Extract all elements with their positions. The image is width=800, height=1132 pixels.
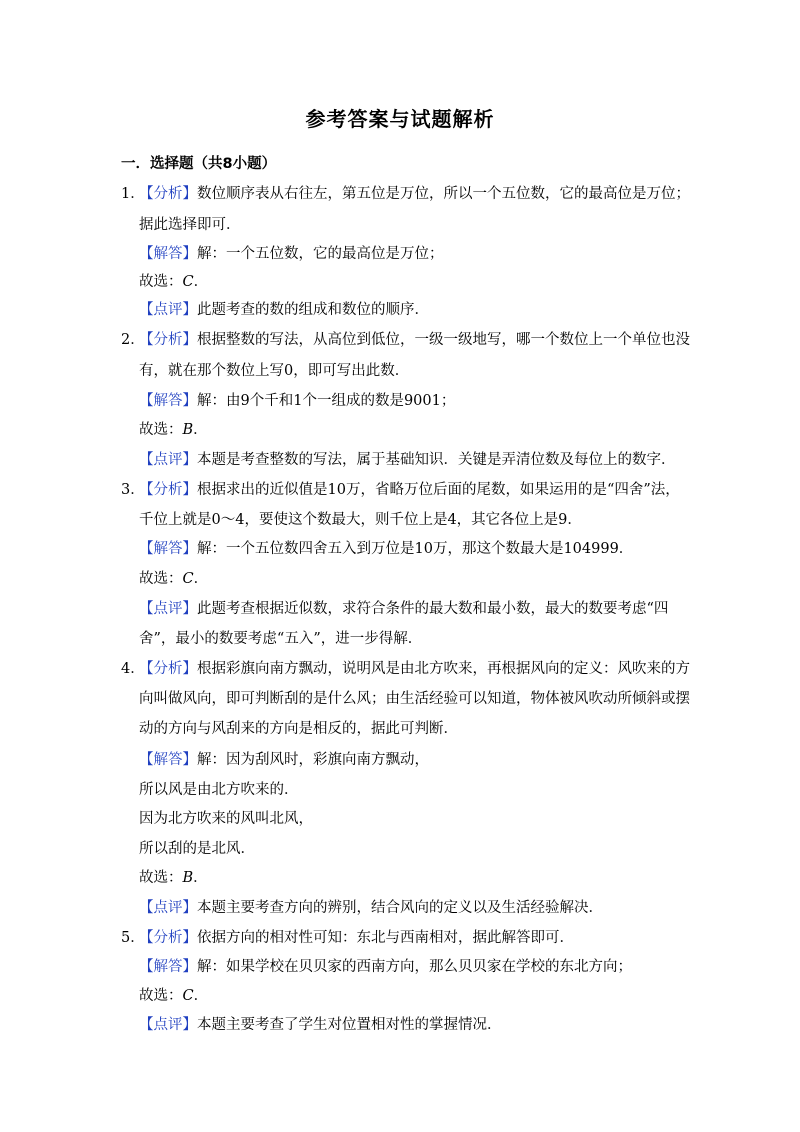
analysis-line: 动的方向与风刮来的方向是相反的，据此可判断． xyxy=(139,721,458,737)
answer-tag: 【解答】 xyxy=(139,752,197,768)
comment-line: 【点评】此题考查的数的组成和数位的顺序． xyxy=(139,302,429,318)
analysis-tag: 【分析】 xyxy=(139,661,197,677)
question-number: 4． xyxy=(121,661,145,677)
comment-tag: 【点评】 xyxy=(139,601,197,617)
choice-line: 故选：B． xyxy=(139,870,208,886)
question-number: 1． xyxy=(121,186,145,202)
comment-line: 【点评】本题是考查整数的写法，属于基础知识．关键是弄清位数及每位上的数字． xyxy=(139,452,676,468)
analysis-line: 【分析】根据彩旗向南方飘动，说明风是由北方吹来，再根据风向的定义：风吹来的方 xyxy=(139,661,690,677)
choice-line: 故选：B． xyxy=(139,422,208,438)
question-number: 2． xyxy=(121,332,145,348)
choice-answer: C xyxy=(182,571,194,587)
answer-line: 【解答】解：由9个千和1个一组成的数是9001； xyxy=(139,393,456,409)
analysis-tag: 【分析】 xyxy=(139,332,197,348)
choice-answer: C xyxy=(182,988,194,1004)
answer-line: 所以风是由北方吹来的． xyxy=(139,782,299,798)
answer-line: 因为北方吹来的风叫北风， xyxy=(139,811,313,827)
analysis-line: 【分析】数位顺序表从右往左，第五位是万位，所以一个五位数，它的最高位是万位； xyxy=(139,186,690,202)
analysis-line: 千位上就是0～4，要使这个数最大，则千位上是4，其它各位上是9． xyxy=(139,512,582,528)
comment-tag: 【点评】 xyxy=(139,452,197,468)
page-title: 参考答案与试题解析 xyxy=(305,107,495,131)
answer-tag: 【解答】 xyxy=(139,246,197,262)
analysis-tag: 【分析】 xyxy=(139,482,197,498)
comment-tag: 【点评】 xyxy=(139,302,197,318)
analysis-tag: 【分析】 xyxy=(139,930,197,946)
comment-line: 【点评】本题主要考查了学生对位置相对性的掌握情况． xyxy=(139,1017,502,1033)
analysis-tag: 【分析】 xyxy=(139,186,197,202)
question-number: 5． xyxy=(121,930,145,946)
choice-answer: B xyxy=(182,870,194,886)
choice-answer: B xyxy=(182,422,194,438)
comment-line: 【点评】本题主要考查方向的辨别，结合风向的定义以及生活经验解决． xyxy=(139,900,603,916)
comment-tag: 【点评】 xyxy=(139,900,197,916)
answer-tag: 【解答】 xyxy=(139,959,197,975)
analysis-line: 【分析】根据整数的写法，从高位到低位，一级一级地写，哪一个数位上一个单位也没 xyxy=(139,332,690,348)
answer-tag: 【解答】 xyxy=(139,541,197,557)
answer-line: 【解答】解：因为刮风时，彩旗向南方飘动， xyxy=(139,752,429,768)
choice-answer: C xyxy=(182,274,194,290)
answer-line: 所以刮的是北风． xyxy=(139,841,255,857)
comment-tag: 【点评】 xyxy=(139,1017,197,1033)
answer-tag: 【解答】 xyxy=(139,393,197,409)
answer-line: 【解答】解：一个五位数四舍五入到万位是10万，那这个数最大是104999． xyxy=(139,541,634,557)
choice-line: 故选：C． xyxy=(139,988,209,1004)
analysis-line: 向叫做风向，即可判断刮的是什么风；由生活经验可以知道，物体被风吹动所倾斜或摆 xyxy=(139,691,690,707)
section-heading: 一．选择题（共8小题） xyxy=(121,156,277,172)
analysis-line: 有，就在那个数位上写0，即可写出此数． xyxy=(139,363,410,379)
answer-line: 【解答】解：如果学校在贝贝家的西南方向，那么贝贝家在学校的东北方向； xyxy=(139,959,632,975)
question-number: 3． xyxy=(121,482,145,498)
choice-line: 故选：C． xyxy=(139,274,209,290)
analysis-line: 【分析】依据方向的相对性可知：东北与西南相对，据此解答即可． xyxy=(139,930,574,946)
analysis-line: 据此选择即可． xyxy=(139,217,241,233)
comment-line: 【点评】此题考查根据近似数，求符合条件的最大数和最小数，最大的数要考虑“四 xyxy=(139,601,669,617)
analysis-line: 【分析】根据求出的近似值是10万，省略万位后面的尾数，如果运用的是“四舍”法， xyxy=(139,482,680,498)
comment-line: 舍”，最小的数要考虑“五入”，进一步得解． xyxy=(139,631,423,647)
choice-line: 故选：C． xyxy=(139,571,209,587)
answer-line: 【解答】解：一个五位数，它的最高位是万位； xyxy=(139,246,444,262)
